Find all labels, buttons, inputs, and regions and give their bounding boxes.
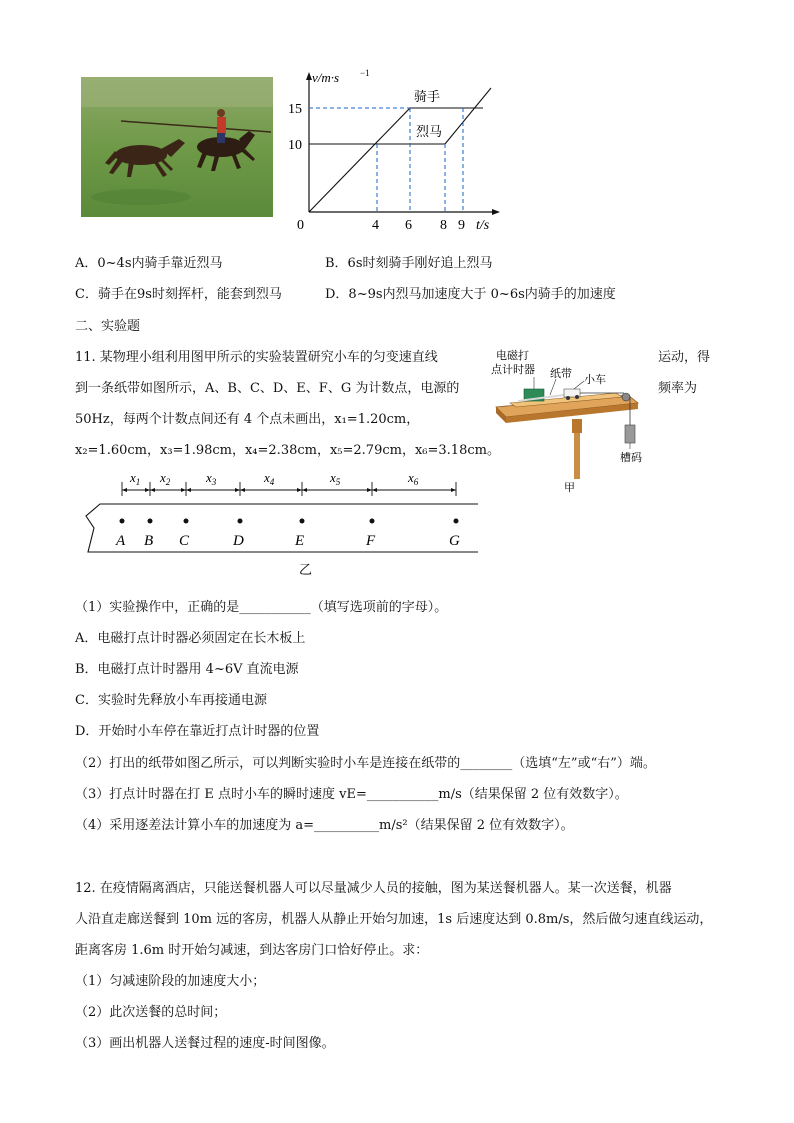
q11-line3: 50Hz，每两个计数点间还有 4 个点未画出，x₁=1.20cm， [75,412,420,427]
point-e: E [295,533,305,549]
rider-label: 骑手 [414,89,441,104]
q12-sub1: （1）匀减速阶段的加速度大小； [75,974,266,989]
ytick-15: 15 [288,102,302,117]
q11-line2-right: 频率为 [658,381,698,396]
point-c: C [179,533,190,549]
point-a: A [116,533,126,549]
cart-label: 小车 [584,374,606,386]
x-axis-label: t/s [476,218,490,233]
point-d: D [233,533,244,549]
q12-sub2: （2）此次送餐的总时间； [75,1005,227,1020]
fig-b-label: 乙 [299,562,313,577]
xtick-6: 6 [405,218,412,233]
q11-line1-right: 运动，得 [658,350,711,365]
q12-sub3: （3）画出机器人送餐过程的速度-时间图像。 [75,1036,335,1051]
section-heading: 二、实验题 [75,319,141,334]
q11-line2-left: 到一条纸带如图所示，A、B、C、D、E、F、G 为计数点，电源的 [75,381,460,396]
q11-option-b: B．电磁打点计时器用 4~6V 直流电源 [75,662,299,677]
seg-x5: $x_5$ [330,470,341,487]
timer-label-2: 点计时器 [491,364,535,376]
tape-label: 纸带 [550,368,572,380]
timer-label-1: 电磁打 [496,350,529,362]
q10-option-b: B．6s时刻骑手刚好追上烈马 [325,256,493,271]
q11-part4: （4）采用逐差法计算小车的加速度为 a=__________m/s²（结果保留 2 位有效数字）。 [75,818,574,833]
xtick-8: 8 [440,218,447,233]
xtick-9: 9 [458,218,465,233]
weight-label: 槽码 [620,452,642,464]
velocity-time-graph [290,66,505,234]
horse-rider-photo [81,77,273,217]
y-axis-exponent: −1 [360,68,370,78]
point-f: F [366,533,376,549]
seg-x6: $x_6$ [408,470,419,487]
q11-line4: x₂=1.60cm，x₃=1.98cm，x₄=2.38cm，x₅=2.79cm，x₆=3.18cm。 [75,443,500,458]
ytick-10: 10 [288,138,302,153]
y-axis-label: v/m·s [312,70,340,85]
point-b: B [144,533,154,549]
seg-x1: $x_1$ [130,470,141,487]
origin-label: 0 [297,218,304,233]
seg-x3: $x_3$ [206,470,217,487]
q11-option-d: D．开始时小车停在靠近打点计时器的位置 [75,724,320,739]
q11-option-a: A．电磁打点计时器必须固定在长木板上 [75,631,306,646]
q11-part2: （2）打出的纸带如图乙所示，可以判断实验时小车是连接在纸带的________（选填“左”或“右”）端。 [75,756,656,771]
seg-x4: $x_4$ [264,470,275,487]
q12-line3: 距离客房 1.6m 时开始匀减速，到达客房门口恰好停止。求： [75,943,429,958]
q11-part1: （1）实验操作中，正确的是___________（填写选项前的字母）。 [75,600,448,615]
q11-option-c: C．实验时先释放小车再接通电源 [75,693,267,708]
q12-line1: 12. 在疫情隔离酒店，只能送餐机器人可以尽量减少人员的接触，图为某送餐机器人。某一次送餐，机器 [75,881,672,896]
paper-tape-figure [80,468,490,580]
q12-line2: 人沿直走廊送餐到 10m 远的客房，机器人从静止开始匀加速，1s 后速度达到 0.8m/s，然后做匀速直线运动， [75,912,713,927]
seg-x2: $x_2$ [160,470,171,487]
apparatus-figure [488,345,658,495]
q10-option-c: C．骑手在9s时刻挥杆，能套到烈马 [75,287,282,302]
q11-part3: （3）打点计时器在打 E 点时小车的瞬时速度 vE=___________m/s（结果保留 2 位有效数字）。 [75,787,628,802]
q10-option-a: A．0~4s内骑手靠近烈马 [75,256,223,271]
xtick-4: 4 [372,218,379,233]
q10-option-d: D．8~9s内烈马加速度大于 0~6s内骑手的加速度 [325,287,616,302]
fig-a-label: 甲 [564,482,575,494]
point-g: G [449,533,460,549]
horse-label: 烈马 [416,124,443,139]
q11-line1-left: 11. 某物理小组利用图甲所示的实验装置研究小车的匀变速直线 [75,350,438,365]
